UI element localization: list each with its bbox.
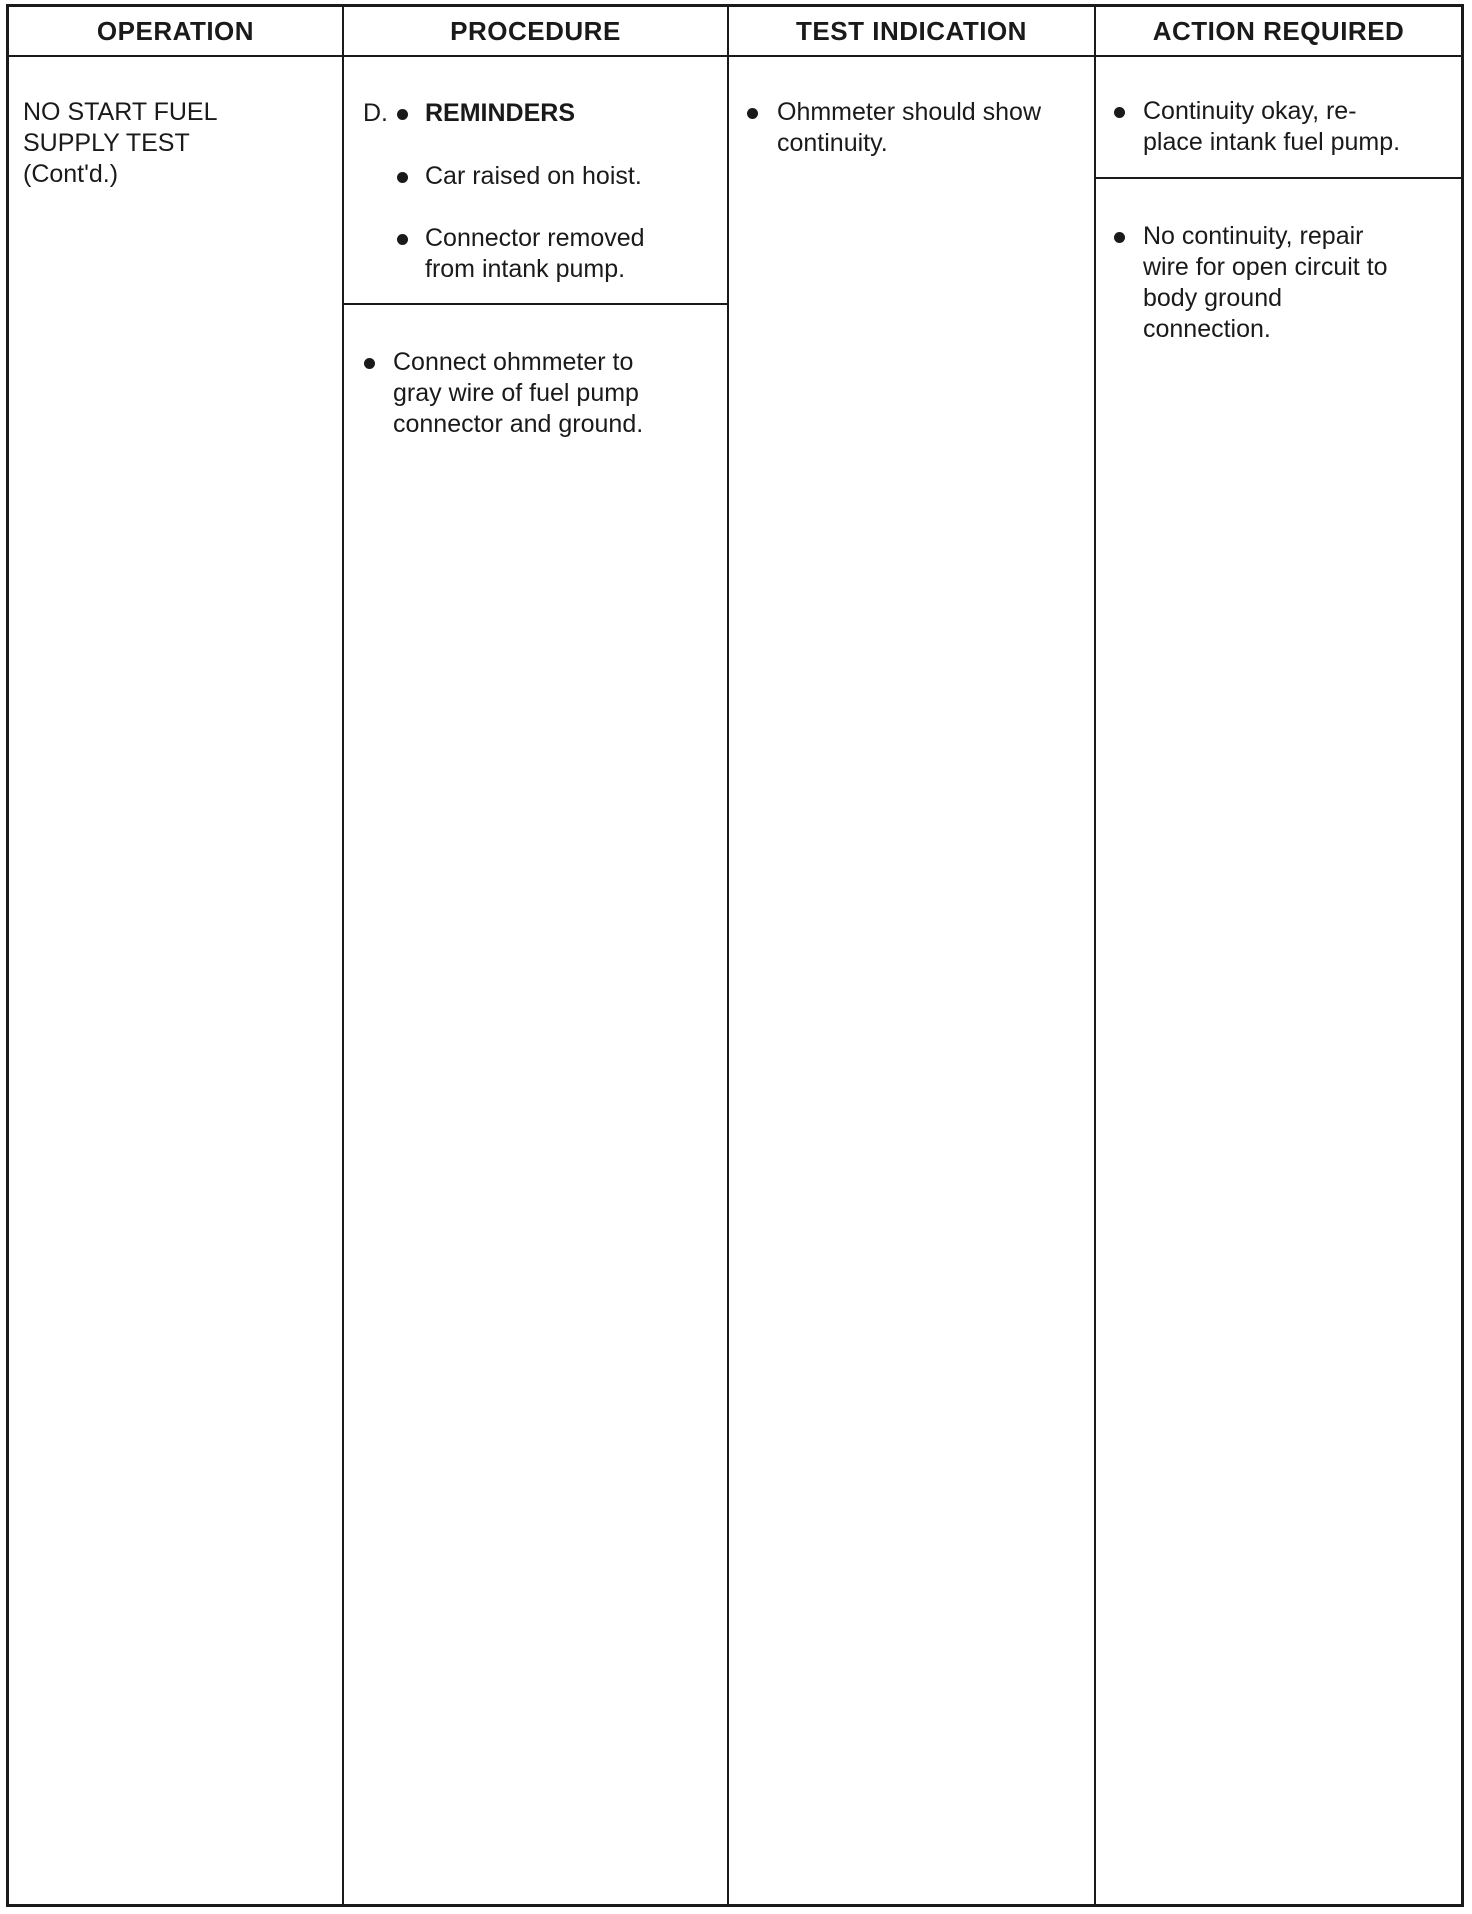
bullet-icon bbox=[397, 234, 408, 245]
action-line: connection. bbox=[1143, 315, 1271, 343]
header-operation: OPERATION bbox=[96, 15, 255, 46]
column-divider bbox=[342, 7, 344, 1904]
reminder-item: Connector removed bbox=[425, 224, 645, 252]
procedure-divider bbox=[344, 303, 727, 305]
test-indication-line: Ohmmeter should show bbox=[777, 98, 1042, 126]
column-divider bbox=[1094, 7, 1096, 1904]
action-line: place intank fuel pump. bbox=[1143, 128, 1401, 156]
test-indication-line: continuity. bbox=[777, 129, 888, 157]
operation-line-1: NO START FUEL bbox=[23, 98, 218, 126]
operation-line-3: (Cont'd.) bbox=[23, 160, 119, 188]
action-line: wire for open circuit to bbox=[1143, 253, 1388, 281]
reminders-title: REMINDERS bbox=[425, 99, 576, 127]
header-procedure: PROCEDURE bbox=[450, 15, 621, 46]
procedure-step-label: D. bbox=[363, 99, 388, 127]
bullet-icon bbox=[364, 358, 375, 369]
action-divider bbox=[1096, 177, 1461, 179]
procedure-step-line: connector and ground. bbox=[393, 410, 644, 438]
bullet-icon bbox=[1114, 107, 1125, 118]
reminder-item: Car raised on hoist. bbox=[425, 162, 642, 190]
action-line: body ground bbox=[1143, 284, 1283, 312]
procedure-step-line: Connect ohmmeter to bbox=[393, 348, 634, 376]
header-divider bbox=[9, 55, 1461, 57]
reminder-item-cont: from intank pump. bbox=[425, 255, 626, 283]
bullet-icon bbox=[1114, 232, 1125, 243]
header-action-required: ACTION REQUIRED bbox=[1152, 15, 1405, 46]
procedure-step-line: gray wire of fuel pump bbox=[393, 379, 639, 407]
bullet-icon bbox=[397, 109, 408, 120]
bullet-icon bbox=[397, 172, 408, 183]
bullet-icon bbox=[747, 108, 758, 119]
column-divider bbox=[727, 7, 729, 1904]
header-test-indication: TEST INDICATION bbox=[796, 15, 1027, 46]
operation-line-2: SUPPLY TEST bbox=[23, 129, 190, 157]
action-line: No continuity, repair bbox=[1143, 222, 1364, 250]
troubleshooting-table bbox=[6, 4, 1464, 1907]
action-line: Continuity okay, re- bbox=[1143, 97, 1357, 125]
